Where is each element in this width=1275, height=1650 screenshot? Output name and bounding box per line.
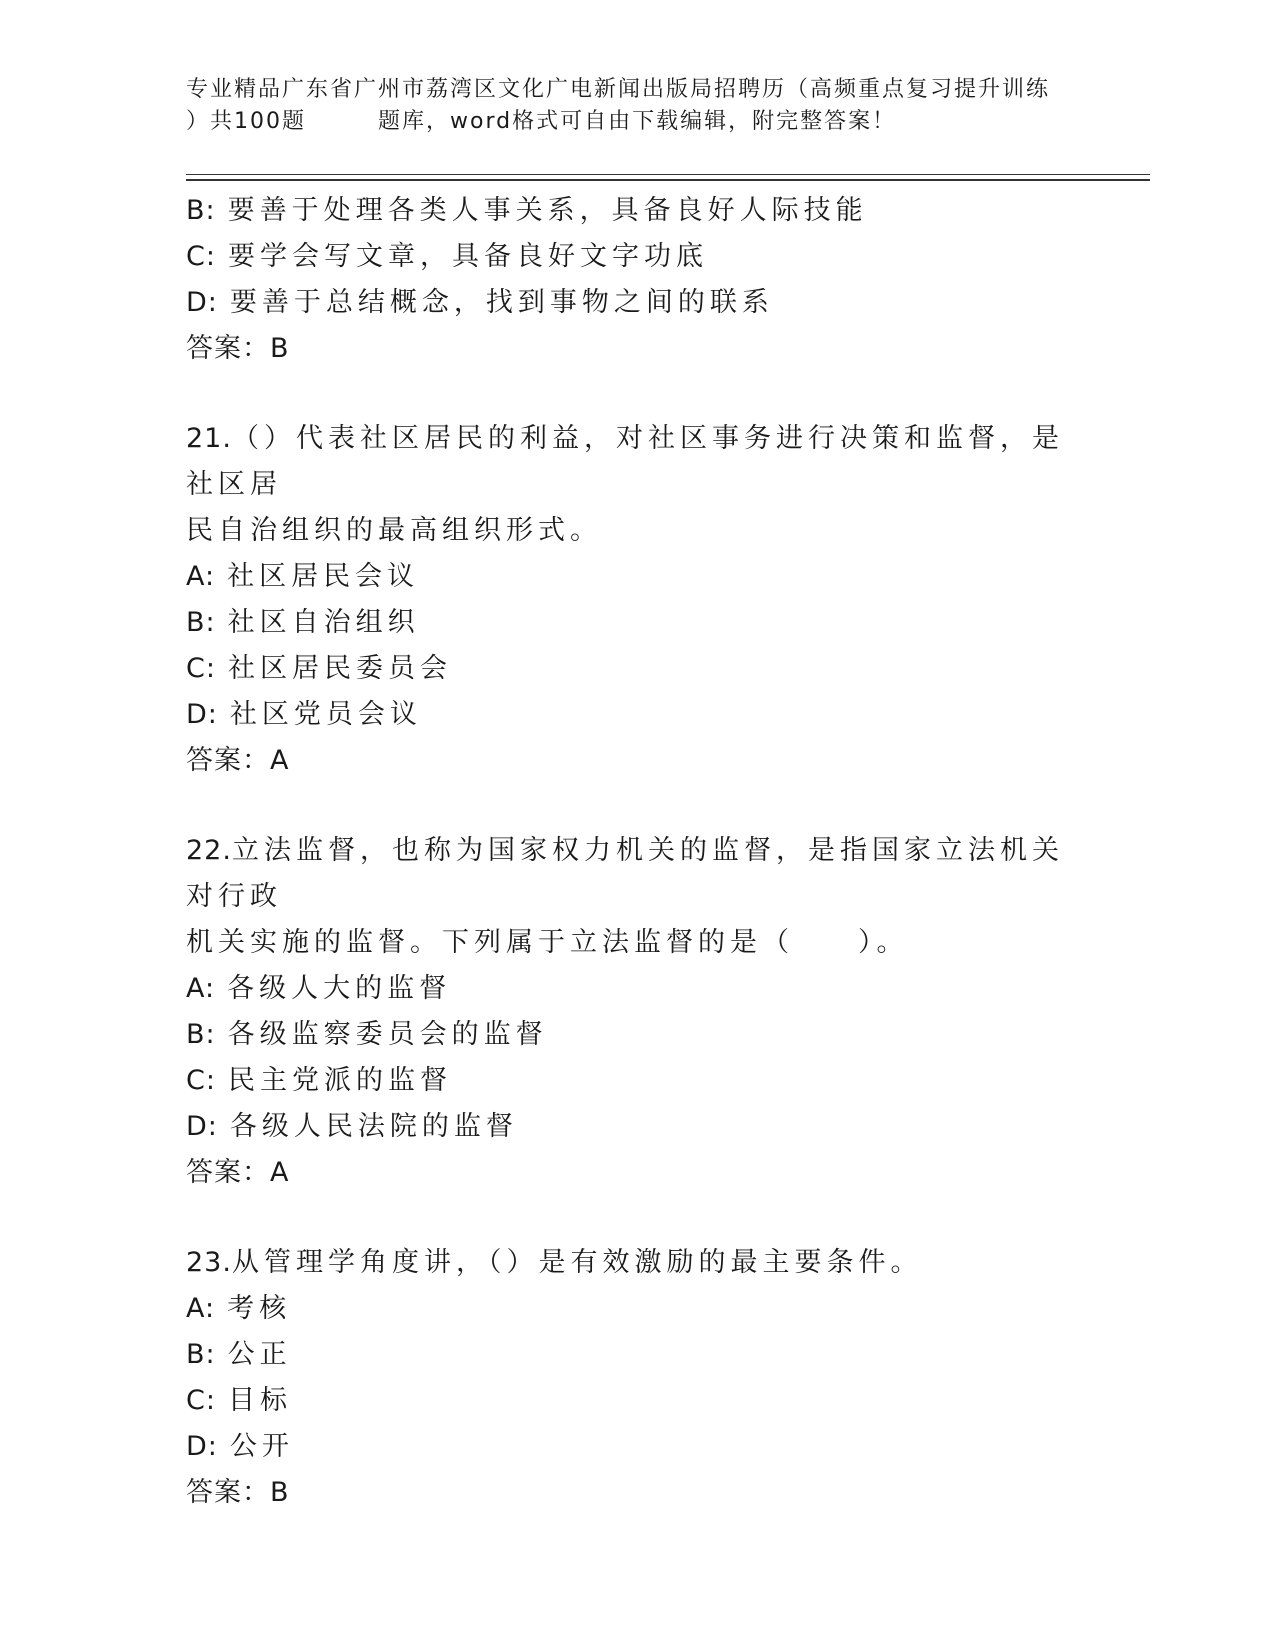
option-a: A: 社区居民会议 [186,561,420,592]
question-stem: 21.（）代表社区居民的利益，对社区事务进行决策和监督，是社区居 [186,423,1064,500]
option-a: A: 考核 [186,1293,292,1324]
header-divider-thick [186,179,1150,181]
question-number: 21. [186,423,232,454]
option-b: B: 各级监察委员会的监督 [186,1019,548,1050]
option-c: C: 民主党派的监督 [186,1065,452,1096]
question-stem: 22.立法监督，也称为国家权力机关的监督，是指国家立法机关对行政 [186,835,1064,912]
question-stem: 23.从管理学角度讲，（）是有效激励的最主要条件。 [186,1247,923,1278]
option-d: D: 各级人民法院的监督 [186,1111,518,1142]
question-21 [186,416,1086,784]
header-title-line-2 [186,106,1086,138]
header-title-line-1: 专业精品广东省广州市荔湾区文化广电新闻出版局招聘历（高频重点复习提升训练 [186,77,1051,102]
option-d: D: 公开 [186,1431,294,1462]
answer-line: 答案：B [186,333,290,364]
option-c: C: 要学会写文章，具备良好文字功底 [186,241,708,272]
header-divider-thin [186,174,1150,175]
option-b: B: 社区自治组织 [186,607,420,638]
answer-line: 答案：B [186,1477,290,1508]
answer-line: 答案：A [186,745,290,776]
question-22 [186,828,1086,1196]
header-count: ）共100题 [186,109,306,134]
question-stem-continued: 民自治组织的最高组织形式。 [186,515,602,546]
question-content [186,188,1086,1516]
option-c: C: 目标 [186,1385,292,1416]
option-d: D: 社区党员会议 [186,699,422,730]
continued-question [186,188,1086,372]
header-subtitle: 题库，word格式可自由下载编辑，附完整答案！ [378,109,897,134]
option-b: B: 要善于处理各类人事关系，具备良好人际技能 [186,195,868,226]
answer-line: 答案：A [186,1157,290,1188]
option-b: B: 公正 [186,1339,292,1370]
option-d: D: 要善于总结概念，找到事物之间的联系 [186,287,774,318]
question-number: 22. [186,835,232,866]
question-stem-continued: 机关实施的监督。下列属于立法监督的是（ ）。 [186,927,909,958]
option-c: C: 社区居民委员会 [186,653,452,684]
document-header [186,74,1086,138]
question-number: 23. [186,1247,232,1278]
option-a: A: 各级人大的监督 [186,973,452,1004]
question-23 [186,1240,1086,1516]
